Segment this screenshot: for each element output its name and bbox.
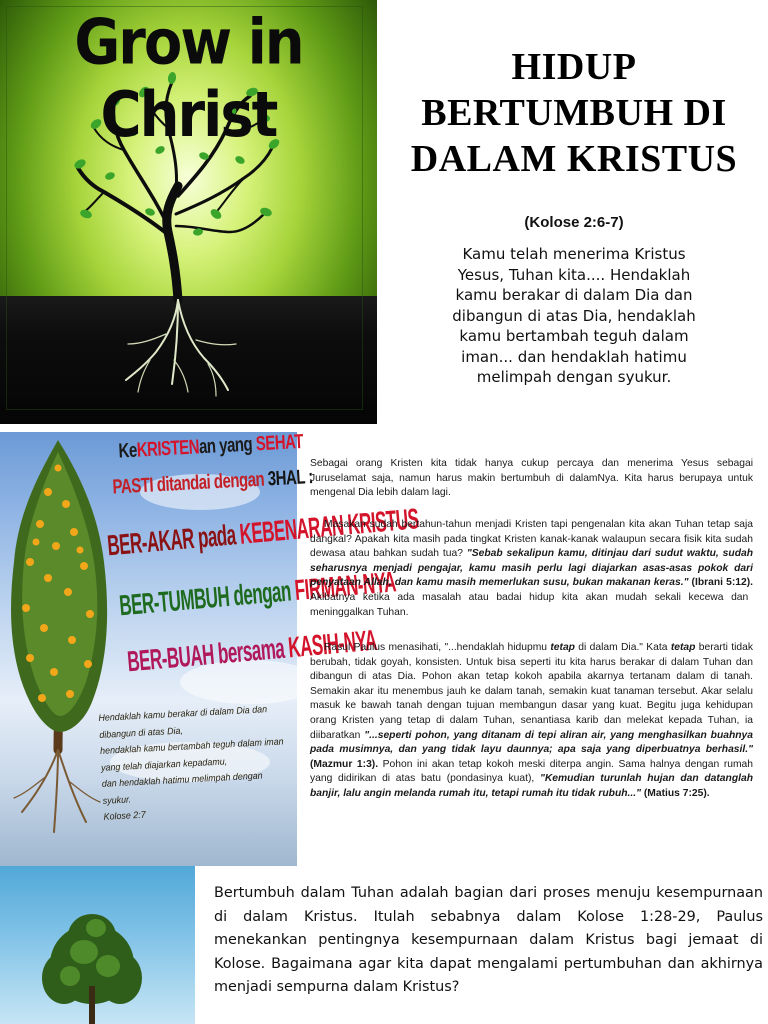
paragraph-text: Akibatnya ketika ada masalah atau badai hidup kita akan mudah sekali kecewa dan meninggalkan Tuhan. [310, 591, 749, 618]
page-title [385, 44, 763, 182]
poster-text: : [304, 465, 314, 489]
poster-text: BER-AKAR pada [106, 518, 242, 563]
poster-text: FIRMAN-NYA [293, 565, 397, 607]
poster-text: SEHAT [255, 430, 304, 456]
poster-text: 3HAL [267, 465, 306, 491]
paragraph-text: berarti tidak berubah, tidak goyah, konsisten. Untuk bisa seperti itu kita harus berakar di dalam Tuhan dan dibangun di atas Dia. Pohon akan tetap kokoh apabila akarnya tertanam dalam di tanah. Semakin akar itu menembus jauh ke dalam tanah, semakin kuat tanaman tersebut. Akar selalu masuk ke bawah tanah dengan tujuan membangun dasar yang kuat. Begitu juga kehidupan orang Kristen yang tetap di dalam Tuhan, senantiasa karib dan melekat kepada Tuhan, ia diibaratkan [310, 642, 754, 741]
poster-text: PASTI ditandai dengan [112, 467, 269, 499]
grow-in-christ-title: Grow in Christ [74, 6, 303, 152]
poster-text: BER-BUAH bersama [126, 631, 290, 679]
scripture-quote: "Sebab sekalipun kamu, ditinjau dari sudut waktu, sudah seharusnya menjadi pengajar, kamu masih perlu lagi diajarkan asas-asas pokok dari penyataan Allah, dan kamu masih memerlukan susu, bukan makanan keras." [310, 548, 753, 589]
poster-text: an yang [198, 432, 257, 459]
article-paragraph-1: Sebagai orang Kristen kita tidak hanya cukup percaya dan menerima Yesus sebagai Juruselamat saja, namun harus makin bertumbuh di dalamNya. Kita harus berupaya untuk mengenal Dia lebih dalam lagi. [310, 458, 753, 499]
paragraph-text: Masakan sudah bertahun-tahun menjadi Kristen tapi pengenalan kita akan Tuhan tetap saja dangkal? Apakah kita masih pada tingkat Kristen kanak-kanak walaupun secara fisik kita sudah dewasa atau bahkan sudah tua? [310, 519, 753, 560]
small-tree-illustration [0, 866, 195, 1024]
poster-text: KRISTEN [136, 435, 200, 462]
article-paragraph-2 [310, 518, 753, 620]
emphasis-word: tetap [670, 642, 696, 653]
title-line-1: HIDUP [511, 46, 637, 88]
poster-verse-line: Kolose 2:7 [103, 808, 146, 822]
paragraph-text: Pohon ini akan tetap kokoh meski diterpa angin. Sama halnya dengan rumah yang didirikan di atas batu (pondasinya kuat), [310, 758, 754, 785]
paragraph-text: di dalam Dia." Kata [574, 642, 671, 653]
poster-verse [98, 700, 294, 825]
verse-text: Kamu telah menerima Kristus Yesus, Tuhan kita.... Hendaklah kamu berakar di dalam Dia dan dibangun di atas Dia, hendaklah kamu bertambah teguh dalam iman... dan hendaklah hatimu melimpah dengan syukur. [452, 245, 696, 386]
article-paragraph-3 [310, 641, 753, 802]
small-tree-image [0, 866, 195, 1024]
grow-in-christ-image [0, 0, 377, 424]
poster-text: KASIH-NYA [286, 624, 378, 665]
scripture-reference: (Mazmur 1:3). [310, 758, 379, 770]
closing-paragraph: Bertumbuh dalam Tuhan adalah bagian dari proses menuju kesempurnaan di dalam Kristus. Itulah sebabnya dalam Kolose 1:28-29, Paulus menekankan pentingnya kesempurnaan dalam Kristus bagi jemaat di Kolose. Bagaimana agar kita dapat mengalami pertumbuhan dan akhirnya menjadi sempurna dalam Kristus? [214, 885, 763, 995]
poster-text: KEBENARAN KRISTUS [238, 502, 420, 551]
scripture-quote: "...seperti pohon, yang ditanam di tepi aliran air, yang menghasilkan buahnya pada musimnya, dan yang tidak layu daunnya; apa saja yang diperbuatnya berhasil." [310, 729, 753, 756]
paragraph-text: Rasul Paulus menasihati, "...hendaklah hidupmu [324, 642, 551, 653]
scripture-quote: "Kemudian turunlah hujan dan datanglah banjir, lalu angin melanda rumah itu, tetapi rumah itu tidak rubuh..." [310, 773, 753, 799]
verse-reference: (Kolose 2:6-7) [524, 214, 624, 231]
scripture-reference: (Ibrani 5:12). [688, 577, 753, 589]
poster-text: BER-TUMBUH dengan [118, 574, 297, 623]
poster-verse-line: yang telah diajarkan kepadamu, [100, 754, 228, 773]
poster-verse-line: hendaklah kamu bertambah teguh dalam iman [99, 735, 284, 756]
title-line-2: BERTUMBUH DI [421, 92, 727, 134]
poster-verse-line: Hendaklah kamu berakar di dalam Dia dan dibangun di atas Dia, [98, 703, 268, 740]
emphasis-word: tetap [550, 642, 575, 653]
poster-verse-line: dan hendaklah hatimu melimpah dengan syukur. [101, 769, 263, 806]
scripture-reference: (Matius 7:25). [641, 787, 710, 799]
poster-text: Ke [118, 439, 138, 463]
title-line-3: DALAM KRISTUS [410, 138, 738, 180]
